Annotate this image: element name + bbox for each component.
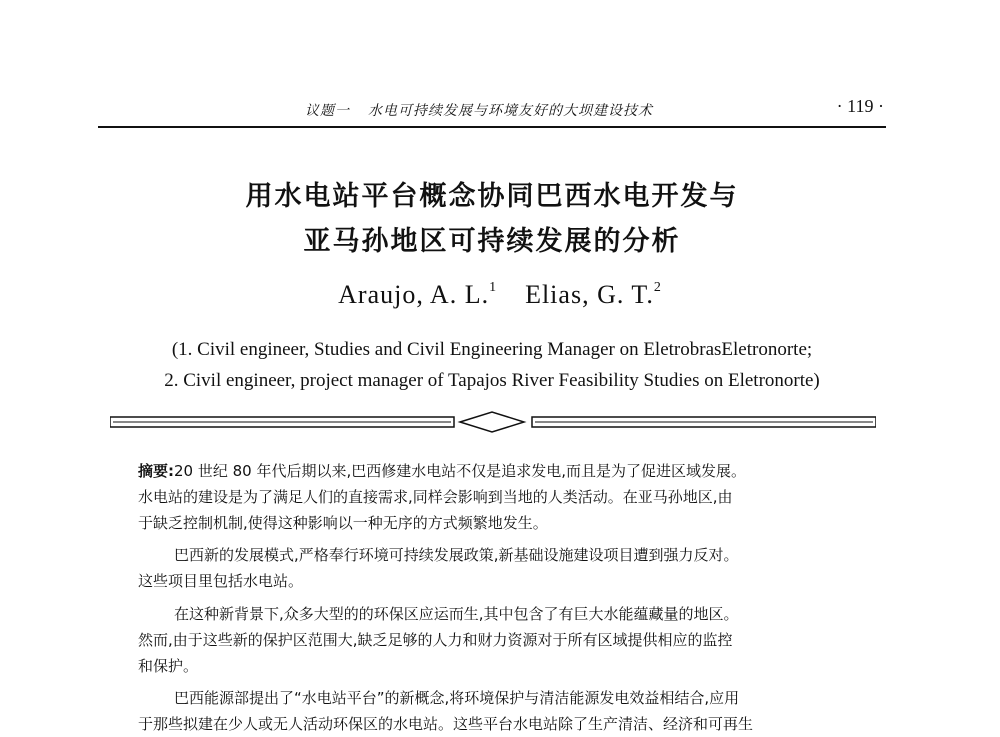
affiliation-line-1: (1. Civil engineer, Studies and Civil Engineering Manager on EletrobrasEletronorte;: [171, 339, 813, 360]
page-number: · 119 ·: [836, 96, 884, 116]
abstract-line: 这些项目里包括水电站。: [138, 572, 304, 590]
affiliation-line-2: 2. Civil engineer, project manager of Tapajos River Feasibility Studies on Eletronorte): [164, 370, 820, 391]
author-name: Araujo, A. L.: [338, 280, 490, 309]
abstract-line: 巴西能源部提出了“水电站平台”的新概念,将环境保护与清洁能源发电效益相结合,应用: [174, 689, 740, 707]
abstract-line: 摘要:20 世纪 80 年代后期以来,巴西修建水电站不仅是追求发电,而且是为了促进区域发展。: [138, 462, 747, 480]
topic-label: 议题一: [305, 103, 350, 119]
topic-title: 水电可持续发展与环境友好的大坝建设技术: [368, 103, 653, 119]
author-affiliation-mark: 2: [653, 280, 662, 295]
author-affiliation-mark: 1: [489, 280, 498, 295]
paper-title-line-2: 亚马孙地区可持续发展的分析: [303, 226, 681, 257]
abstract-line: 水电站的建设是为了满足人们的直接需求,同样会影响到当地的人类活动。在亚马孙地区,由: [138, 488, 733, 506]
author-name: Elias, G. T.: [525, 280, 654, 309]
abstract-line: 于那些拟建在少人或无人活动环保区的水电站。这些平台水电站除了生产清洁、经济和可再生: [138, 715, 754, 733]
abstract-line: 然而,由于这些新的保护区范围大,缺乏足够的人力和财力资源对于所有区域提供相应的监控: [138, 631, 733, 649]
abstract-line: 在这种新背景下,众多大型的的环保区应运而生,其中包含了有巨大水能蕴藏量的地区。: [174, 605, 739, 623]
author-list: [0, 280, 1000, 310]
abstract-label: 摘要:: [138, 462, 174, 480]
ornamental-divider: [110, 410, 876, 434]
abstract-line: 巴西新的发展模式,严格奉行环境可持续发展政策,新基础设施建设项目遭到强力反对。: [174, 546, 739, 564]
abstract-line: 于缺乏控制机制,使得这种影响以一种无序的方式频繁地发生。: [138, 514, 548, 532]
paper-title-line-1: 用水电站平台概念协同巴西水电开发与: [245, 181, 739, 212]
abstract-line: 和保护。: [138, 657, 199, 675]
running-header: [98, 88, 886, 128]
running-header-topic: [305, 100, 653, 120]
